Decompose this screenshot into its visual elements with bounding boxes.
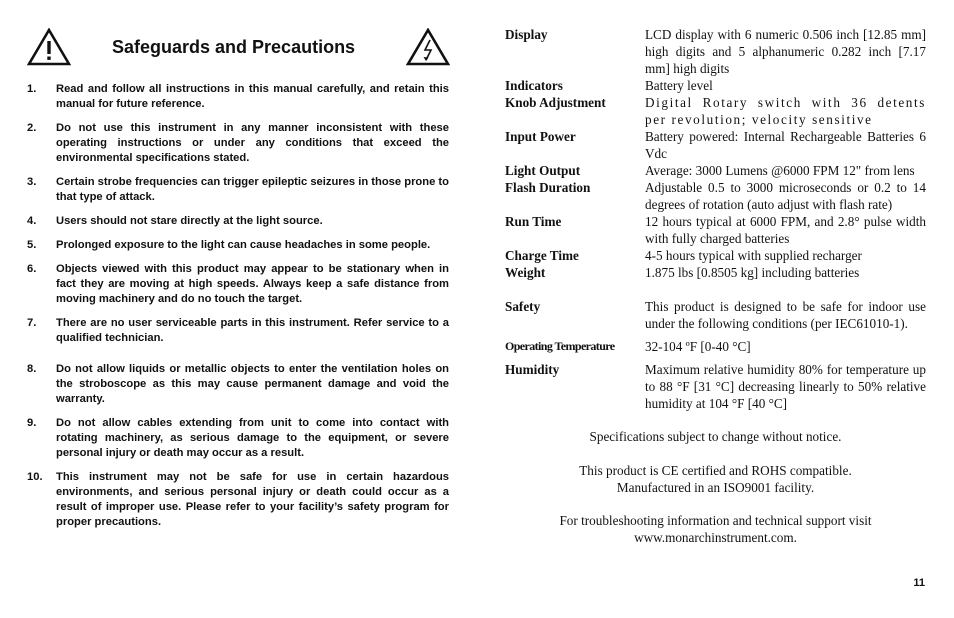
safeguards-header: [27, 28, 449, 70]
support-url: www.monarchinstrument.com.: [634, 530, 797, 545]
item-number: 7.: [27, 317, 37, 329]
spec-row-knob-adjustment: [505, 94, 926, 128]
spec-value: This product is designed to be safe for indoor use under the following conditions (per IEC61010-1).: [645, 299, 926, 331]
specifications-table: [505, 26, 926, 412]
item-number: 2.: [27, 122, 37, 134]
note-text: For troubleshooting information and technical support visit: [559, 513, 872, 528]
precautions-list: [27, 82, 449, 530]
spec-label: Flash Duration: [505, 180, 591, 195]
support-note: [505, 512, 926, 546]
spec-label: Safety: [505, 299, 541, 314]
spec-label: Charge Time: [505, 248, 579, 263]
note-text: Specifications subject to change without notice.: [589, 429, 842, 444]
spec-label: Input Power: [505, 129, 576, 144]
item-number: 10.: [27, 471, 43, 483]
spec-label: Knob Adjustment: [505, 95, 606, 110]
spec-value: 12 hours typical at 6000 FPM, and 2.8° pulse width with fully charged batteries: [645, 214, 926, 246]
warning-triangle-icon: [27, 28, 71, 66]
spec-row-indicators: [505, 77, 926, 94]
spec-row-display: [505, 26, 926, 77]
list-item: [27, 362, 449, 407]
list-item: [27, 316, 449, 346]
spec-row-input-power: [505, 128, 926, 162]
item-number: 4.: [27, 215, 37, 227]
spec-value: Maximum relative humidity 80% for temperature up to 88 °F [31 °C] decreasing linearly to 50% relative humidity at 104 °F [40 °C]: [645, 362, 926, 411]
item-text: Read and follow all instructions in this manual carefully, and retain this manual for future reference.: [56, 83, 449, 110]
item-number: 3.: [27, 176, 37, 188]
high-voltage-icon: [406, 28, 450, 66]
list-item: [27, 121, 449, 166]
item-text: Objects viewed with this product may appear to be stationary when in fact they are moving at high speeds. Always keep a safe distance from moving machinery and do no touch the target.: [56, 263, 449, 305]
spec-row-light-output: [505, 162, 926, 179]
page-number: 11: [913, 577, 925, 589]
list-item: [27, 214, 449, 229]
spec-row-safety: [505, 298, 926, 332]
list-item: [27, 416, 449, 461]
list-item: [27, 470, 449, 530]
spec-value: Average: 3000 Lumens @6000 FPM 12" from lens: [645, 163, 915, 178]
note-text: This product is CE certified and ROHS compatible.: [579, 463, 852, 478]
item-number: 9.: [27, 417, 37, 429]
spec-change-note: [505, 428, 926, 445]
spec-value: 32-104 ºF [0-40 °C]: [645, 339, 751, 354]
list-item: [27, 175, 449, 205]
item-number: 6.: [27, 263, 37, 275]
spec-value: Battery powered: Internal Rechargeable Batteries 6 Vdc: [645, 129, 926, 161]
item-number: 1.: [27, 83, 37, 95]
spec-label: Light Output: [505, 163, 581, 178]
certification-note: [505, 462, 926, 496]
note-text: Manufactured in an ISO9001 facility.: [616, 480, 815, 495]
spec-row-weight: [505, 264, 926, 281]
spec-value: 1.875 lbs [0.8505 kg] including batteries: [645, 265, 860, 280]
spec-row-run-time: [505, 213, 926, 247]
item-text: Do not use this instrument in any manner inconsistent with these operating instructions or under any conditions that exceed the environmental specifications stated.: [56, 122, 449, 164]
spec-label: Operating Temperature: [505, 339, 615, 353]
list-item: [27, 238, 449, 253]
item-text: Users should not stare directly at the light source.: [56, 215, 323, 227]
item-text: Do not allow cables extending from unit to come into contact with rotating machinery, as serious damage to the equipment, or severe personal injury or death may occur as a result.: [56, 417, 449, 459]
spec-label: Indicators: [505, 78, 563, 93]
list-item: [27, 262, 449, 307]
spec-row-operating-temperature: [505, 338, 926, 355]
spec-row-charge-time: [505, 247, 926, 264]
spec-label: Run Time: [505, 214, 562, 229]
spec-row-humidity: [505, 361, 926, 412]
spec-label: Humidity: [505, 362, 560, 377]
item-number: 8.: [27, 363, 37, 375]
spec-value: LCD display with 6 numeric 0.506 inch [12.85 mm] high digits and 5 alphanumeric 0.282 inch [7.17 mm] high digits: [645, 27, 926, 76]
safeguards-section: [27, 28, 449, 539]
item-text: Certain strobe frequencies can trigger epileptic seizures in those prone to that type of attack.: [56, 176, 449, 203]
spec-value: Digital Rotary switch with 36 detents per revolution; velocity sensitive: [645, 95, 926, 127]
spec-value: 4-5 hours typical with supplied recharger: [645, 248, 862, 263]
spec-row-flash-duration: [505, 179, 926, 213]
spec-value: Battery level: [645, 78, 713, 93]
spec-label: Weight: [505, 265, 546, 280]
page-title: Safeguards and Precautions: [112, 37, 356, 57]
list-item: [27, 82, 449, 112]
item-text: This instrument may not be safe for use in certain hazardous environments, and serious personal injury or death could occur as a result of improper use. Please refer to your facility’s safety program for proper precautions.: [56, 471, 449, 528]
item-number: 5.: [27, 239, 37, 251]
spec-value: Adjustable 0.5 to 3000 microseconds or 0.2 to 14 degrees of rotation (auto adjust with flash rate): [645, 180, 926, 212]
item-text: Do not allow liquids or metallic objects to enter the ventilation holes on the stroboscope as this may cause permanent damage and void the warranty.: [56, 363, 449, 405]
item-text: There are no user serviceable parts in this instrument. Refer service to a qualified technician.: [56, 317, 449, 344]
spec-label: Display: [505, 27, 548, 42]
item-text: Prolonged exposure to the light can cause headaches in some people.: [56, 239, 431, 251]
